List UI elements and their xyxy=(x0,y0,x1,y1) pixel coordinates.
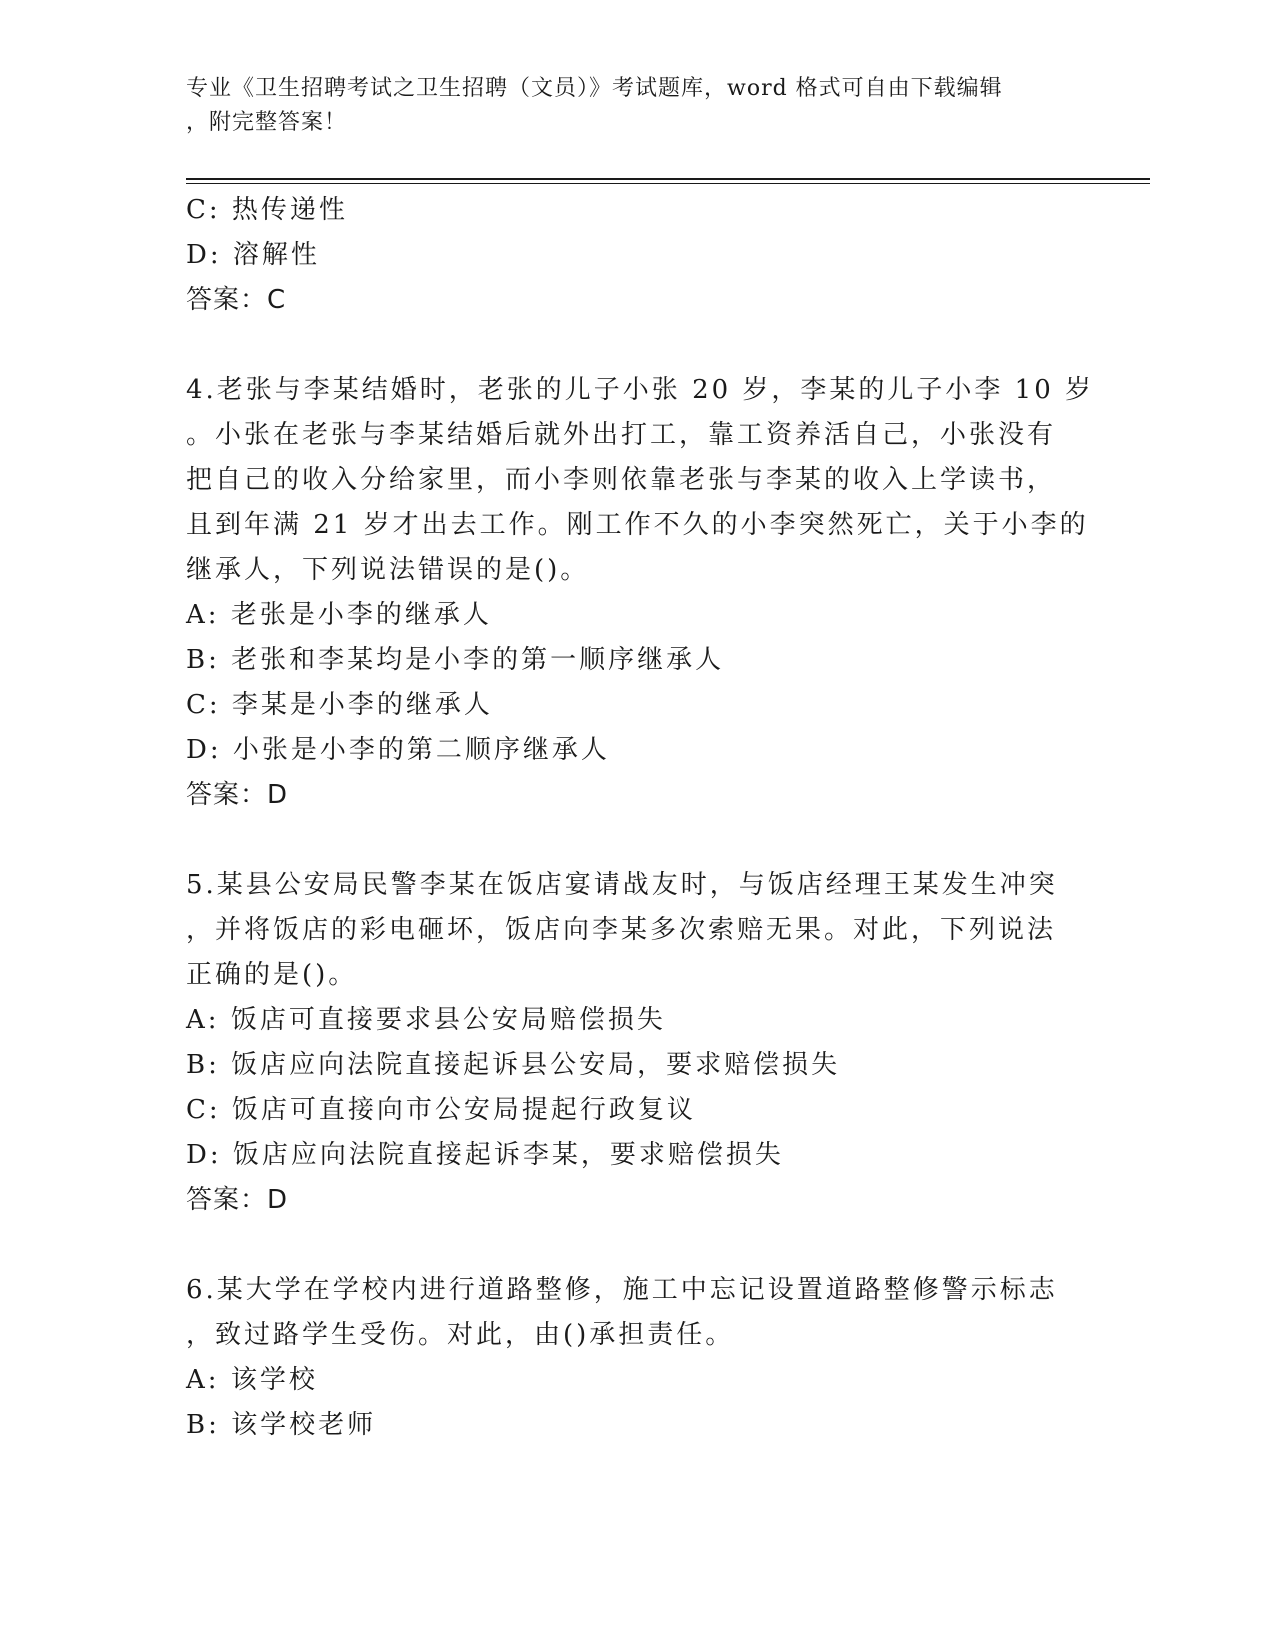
option-b xyxy=(186,638,1086,683)
option-letter: D: xyxy=(186,240,222,270)
option-d xyxy=(186,1133,1086,1178)
question-stem-line: 4.老张与李某结婚时，老张的儿子小张 20 岁，李某的儿子小李 10 岁 xyxy=(186,375,1095,405)
option-letter: B: xyxy=(186,645,220,675)
question-6 xyxy=(186,1268,1086,1448)
option-letter: B: xyxy=(186,1050,220,1080)
question-5 xyxy=(186,863,1086,1223)
option-letter: D: xyxy=(186,735,222,765)
spacer xyxy=(186,1223,1086,1268)
page-header xyxy=(186,72,1066,140)
option-a xyxy=(186,593,1086,638)
question-stem-line: 把自己的收入分给家里，而小李则依靠老张与李某的收入上学读书， xyxy=(186,465,1057,495)
option-letter: C: xyxy=(186,690,221,720)
option-a xyxy=(186,1358,1086,1403)
option-text: 该学校 xyxy=(230,1365,318,1395)
option-b xyxy=(186,1043,1086,1088)
option-text: 老张和李某均是小李的第一顺序继承人 xyxy=(231,645,725,675)
spacer xyxy=(186,818,1086,863)
header-divider xyxy=(186,178,1150,184)
answer-line: 答案：D xyxy=(186,1185,289,1215)
question-stem-line: 5.某县公安局民警李某在饭店宴请战友时，与饭店经理王某发生冲突 xyxy=(186,870,1058,900)
option-text: 饭店可直接要求县公安局赔偿损失 xyxy=(230,1005,666,1035)
option-d xyxy=(186,233,1086,278)
option-text: 老张是小李的继承人 xyxy=(230,600,492,630)
option-letter: D: xyxy=(186,1140,222,1170)
option-letter: B: xyxy=(186,1410,220,1440)
header-line-2: ，附完整答案！ xyxy=(186,110,348,135)
option-text: 小张是小李的第二顺序继承人 xyxy=(232,735,610,765)
question-stem-line: 继承人，下列说法错误的是()。 xyxy=(186,555,590,585)
header-line-1: 专业《卫生招聘考试之卫生招聘（文员）》考试题库，word 格式可自由下载编辑 xyxy=(186,76,1003,101)
option-d xyxy=(186,728,1086,773)
option-letter: C: xyxy=(186,1095,221,1125)
option-b xyxy=(186,1403,1086,1448)
option-a xyxy=(186,998,1086,1043)
question-stem-line: 。小张在老张与李某结婚后就外出打工，靠工资养活自己，小张没有 xyxy=(186,420,1057,450)
answer-line: 答案：D xyxy=(186,780,289,810)
answer-line: 答案：C xyxy=(186,285,287,315)
question-stem-line: 正确的是()。 xyxy=(186,960,358,990)
spacer xyxy=(186,323,1086,368)
option-c xyxy=(186,188,1086,233)
question-stem-line: ，并将饭店的彩电砸坏，饭店向李某多次索赔无果。对此，下列说法 xyxy=(186,915,1057,945)
option-c xyxy=(186,1088,1086,1133)
option-c xyxy=(186,683,1086,728)
option-text: 该学校老师 xyxy=(231,1410,377,1440)
option-text: 饭店应向法院直接起诉李某，要求赔偿损失 xyxy=(232,1140,784,1170)
option-text: 饭店可直接向市公安局提起行政复议 xyxy=(231,1095,696,1125)
option-letter: A: xyxy=(186,1005,220,1035)
question-stem-line: 且到年满 21 岁才出去工作。刚工作不久的小李突然死亡，关于小李的 xyxy=(186,510,1089,540)
option-text: 饭店应向法院直接起诉县公安局，要求赔偿损失 xyxy=(231,1050,841,1080)
option-letter: A: xyxy=(186,1365,220,1395)
question-4 xyxy=(186,368,1095,818)
option-letter: C: xyxy=(186,195,221,225)
question-list xyxy=(186,188,1095,1448)
question-stem-line: ，致过路学生受伤。对此，由()承担责任。 xyxy=(186,1320,735,1350)
option-text: 溶解性 xyxy=(232,240,320,270)
question-stem-line: 6.某大学在学校内进行道路整修，施工中忘记设置道路整修警示标志 xyxy=(186,1275,1058,1305)
option-text: 李某是小李的继承人 xyxy=(231,690,493,720)
option-letter: A: xyxy=(186,600,220,630)
option-text: 热传递性 xyxy=(231,195,348,225)
question-3-tail xyxy=(186,188,1086,323)
